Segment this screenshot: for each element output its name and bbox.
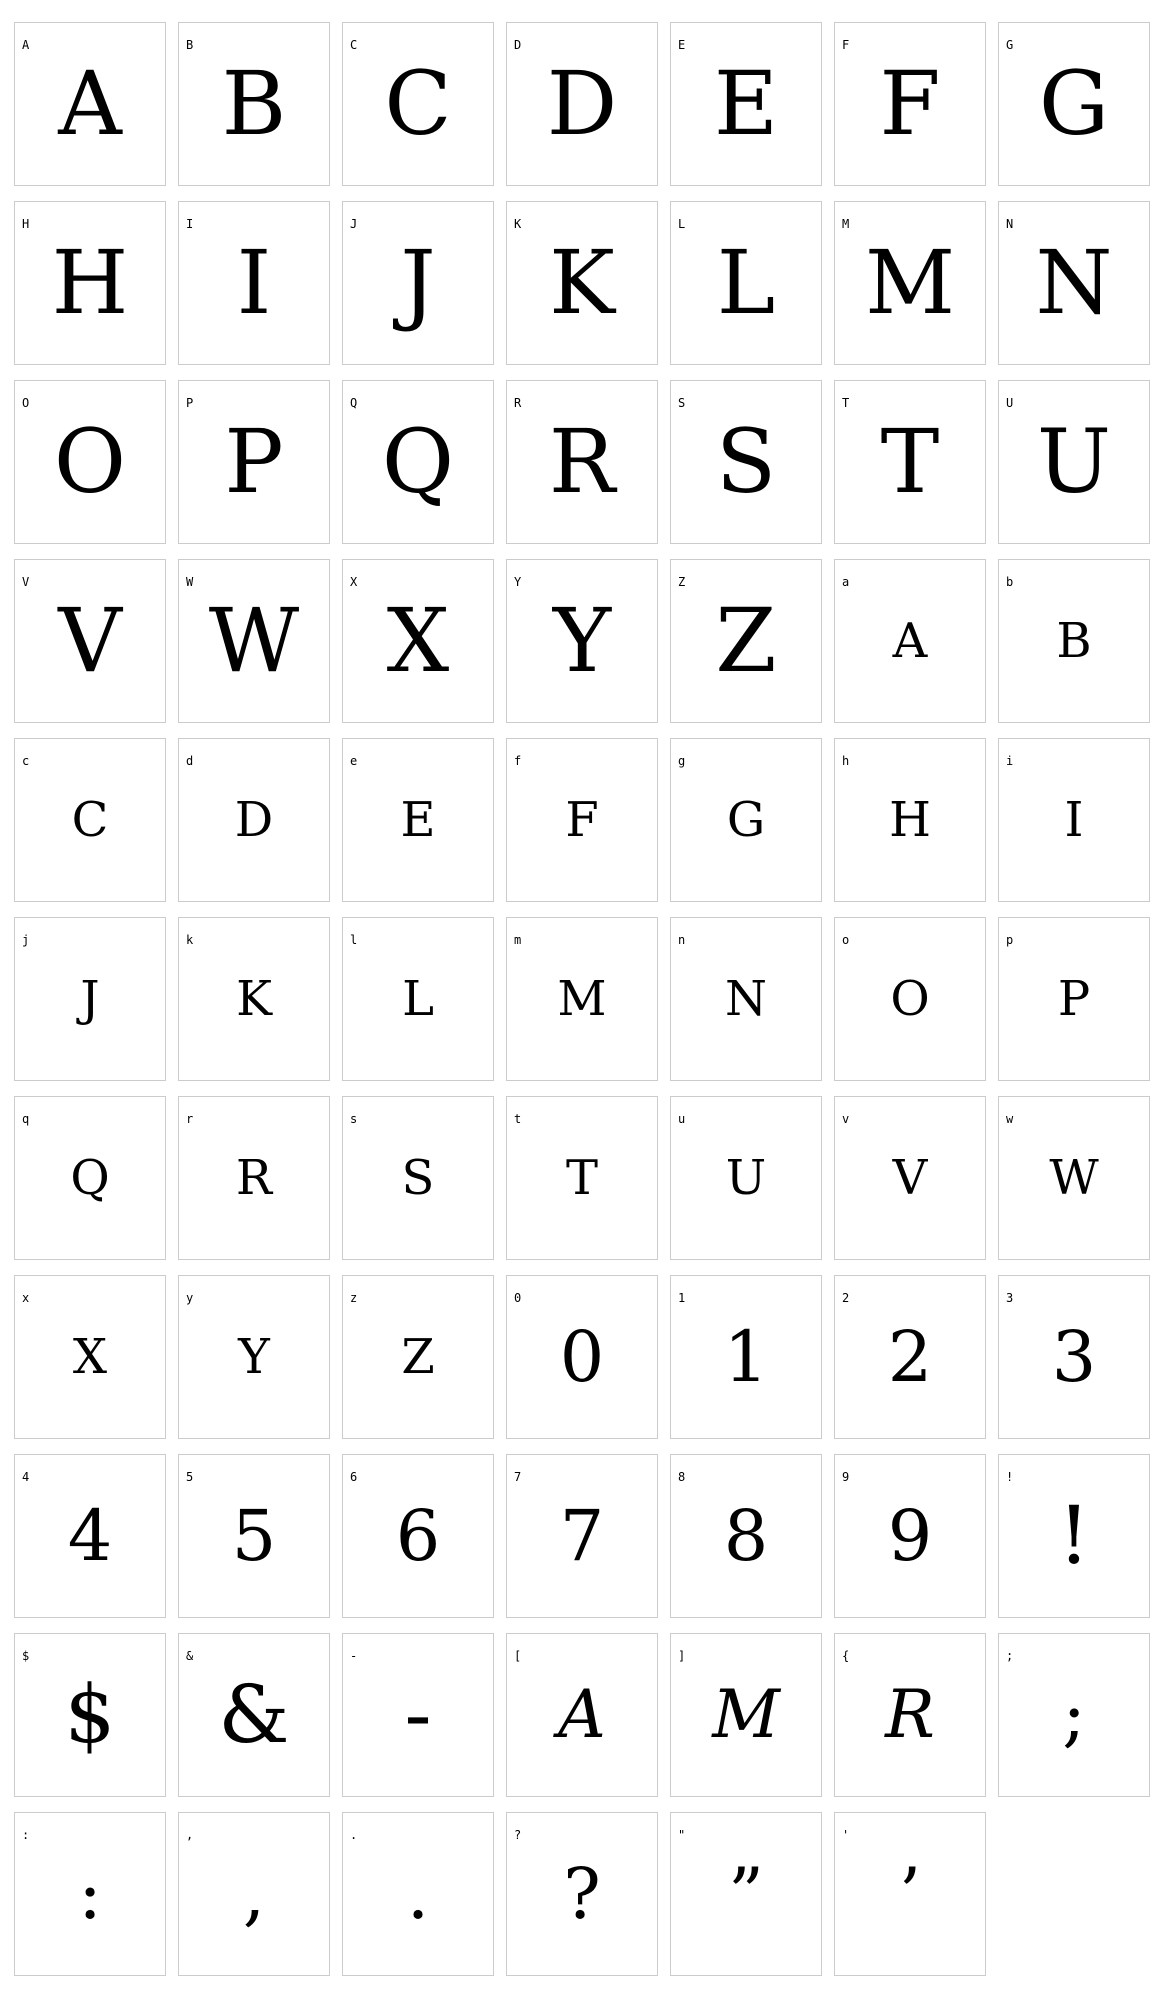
charmap-cell	[342, 1633, 494, 1797]
charmap-cell	[670, 1275, 822, 1439]
cell-char-label: u	[678, 1112, 686, 1126]
charmap-cell	[670, 22, 822, 186]
cell-glyph: L	[716, 231, 776, 334]
charmap-cell	[506, 1275, 658, 1439]
cell-char-label: m	[514, 933, 522, 947]
cell-glyph: 0	[559, 1316, 605, 1398]
charmap-cell	[506, 738, 658, 902]
cell-glyph: N	[725, 971, 767, 1027]
cell-char-label: b	[1006, 575, 1014, 589]
charmap-cell	[178, 1633, 330, 1797]
cell-glyph: A	[558, 1676, 606, 1753]
cell-char-label: U	[1006, 396, 1014, 410]
cell-glyph: Q	[381, 410, 455, 513]
cell-glyph: S	[715, 410, 777, 513]
charmap-cell	[834, 917, 986, 1081]
cell-char-label: 7	[514, 1470, 522, 1484]
cell-char-label: f	[514, 754, 522, 768]
charmap-cell	[670, 738, 822, 902]
cell-glyph: T	[880, 410, 940, 513]
charmap-cell	[506, 22, 658, 186]
cell-char-label: .	[350, 1828, 358, 1842]
charmap-cell	[178, 917, 330, 1081]
cell-glyph: L	[402, 971, 434, 1027]
cell-char-label: 2	[842, 1291, 850, 1305]
cell-char-label: k	[186, 933, 194, 947]
cell-char-label: L	[678, 217, 686, 231]
cell-char-label: x	[22, 1291, 30, 1305]
cell-char-label: e	[350, 754, 358, 768]
cell-glyph: V	[58, 589, 122, 692]
cell-glyph: 1	[723, 1316, 769, 1398]
cell-char-label: T	[842, 396, 850, 410]
cell-glyph: .	[406, 1853, 430, 1935]
cell-glyph: W	[1049, 1150, 1099, 1206]
charmap-cell	[998, 738, 1150, 902]
cell-glyph: :	[78, 1853, 102, 1935]
charmap-cell	[998, 380, 1150, 544]
cell-char-label: K	[514, 217, 522, 231]
cell-glyph: K	[236, 971, 272, 1027]
charmap-cell	[178, 1096, 330, 1260]
cell-glyph: H	[51, 231, 129, 334]
cell-char-label: J	[350, 217, 358, 231]
charmap-cell	[834, 1633, 986, 1797]
cell-char-label: M	[842, 217, 850, 231]
charmap-cell	[342, 917, 494, 1081]
cell-glyph: 6	[395, 1495, 441, 1577]
cell-char-label: d	[186, 754, 194, 768]
cell-char-label: W	[186, 575, 194, 589]
cell-char-label: h	[842, 754, 850, 768]
cell-glyph: N	[1035, 231, 1113, 334]
cell-char-label: r	[186, 1112, 194, 1126]
cell-glyph: ”	[728, 1853, 764, 1935]
charmap-cell	[178, 22, 330, 186]
charmap-cell	[670, 380, 822, 544]
charmap-cell	[834, 22, 986, 186]
cell-char-label: S	[678, 396, 686, 410]
cell-char-label: i	[1006, 754, 1014, 768]
cell-char-label: G	[1006, 38, 1014, 52]
charmap-cell	[834, 1812, 986, 1976]
charmap-cell	[670, 917, 822, 1081]
cell-char-label: "	[678, 1828, 686, 1842]
charmap-cell	[998, 201, 1150, 365]
cell-glyph: W	[208, 589, 300, 692]
character-map-grid	[14, 22, 1150, 1976]
cell-glyph: !	[1057, 1489, 1091, 1582]
cell-glyph: 9	[887, 1495, 933, 1577]
cell-char-label: ;	[1006, 1649, 1014, 1663]
charmap-cell	[14, 201, 166, 365]
cell-glyph: $	[64, 1668, 116, 1761]
charmap-cell	[998, 917, 1150, 1081]
cell-glyph: Y	[552, 589, 612, 692]
cell-glyph: ,	[242, 1853, 266, 1935]
cell-glyph: P	[224, 410, 284, 513]
cell-glyph: R	[235, 1150, 273, 1206]
cell-glyph: A	[58, 52, 122, 155]
cell-char-label: 6	[350, 1470, 358, 1484]
cell-glyph: -	[404, 1668, 432, 1761]
cell-glyph: M	[864, 231, 956, 334]
cell-glyph: X	[386, 589, 450, 692]
charmap-cell	[506, 1454, 658, 1618]
cell-char-label: :	[22, 1828, 30, 1842]
cell-char-label: ,	[186, 1828, 194, 1842]
cell-glyph: A	[892, 613, 928, 669]
cell-glyph: 5	[231, 1495, 277, 1577]
cell-char-label: [	[514, 1649, 522, 1663]
charmap-cell	[834, 738, 986, 902]
charmap-cell	[834, 1454, 986, 1618]
cell-glyph: C	[384, 52, 452, 155]
cell-glyph: B	[1056, 613, 1092, 669]
cell-glyph: M	[557, 971, 607, 1027]
cell-char-label: O	[22, 396, 30, 410]
charmap-cell	[834, 559, 986, 723]
cell-char-label: '	[842, 1828, 850, 1842]
charmap-cell	[14, 1812, 166, 1976]
charmap-cell	[14, 917, 166, 1081]
cell-char-label: g	[678, 754, 686, 768]
charmap-cell	[834, 1275, 986, 1439]
cell-glyph: J	[80, 971, 100, 1027]
charmap-cell	[998, 1275, 1150, 1439]
cell-glyph: M	[712, 1676, 780, 1753]
charmap-cell	[178, 738, 330, 902]
cell-char-label: ]	[678, 1649, 686, 1663]
charmap-cell	[14, 22, 166, 186]
charmap-cell	[178, 1454, 330, 1618]
cell-char-label: 9	[842, 1470, 850, 1484]
charmap-cell	[998, 1633, 1150, 1797]
charmap-cell	[834, 380, 986, 544]
cell-glyph: F	[879, 52, 941, 155]
charmap-cell	[178, 1812, 330, 1976]
cell-glyph: H	[889, 792, 931, 848]
cell-char-label: t	[514, 1112, 522, 1126]
cell-char-label: 0	[514, 1291, 522, 1305]
charmap-cell	[14, 738, 166, 902]
cell-glyph: E	[400, 792, 436, 848]
cell-glyph: T	[565, 1150, 598, 1206]
cell-glyph: Y	[238, 1329, 270, 1385]
cell-char-label: o	[842, 933, 850, 947]
charmap-cell	[14, 1096, 166, 1260]
cell-glyph: S	[401, 1150, 435, 1206]
cell-glyph: 4	[67, 1495, 113, 1577]
cell-glyph: 7	[559, 1495, 605, 1577]
cell-glyph: F	[565, 792, 599, 848]
charmap-cell	[506, 380, 658, 544]
cell-char-label: P	[186, 396, 194, 410]
cell-char-label: F	[842, 38, 850, 52]
charmap-cell	[670, 1633, 822, 1797]
cell-char-label: Y	[514, 575, 522, 589]
cell-char-label: !	[1006, 1470, 1014, 1484]
cell-char-label: &	[186, 1649, 194, 1663]
cell-char-label: 1	[678, 1291, 686, 1305]
cell-char-label: -	[350, 1649, 358, 1663]
charmap-cell	[998, 1096, 1150, 1260]
cell-char-label: ?	[514, 1828, 522, 1842]
charmap-cell	[670, 1812, 822, 1976]
cell-glyph: R	[548, 410, 616, 513]
charmap-cell	[342, 22, 494, 186]
charmap-cell	[178, 1275, 330, 1439]
cell-glyph: 2	[887, 1316, 933, 1398]
charmap-cell	[178, 559, 330, 723]
cell-glyph: 3	[1051, 1316, 1097, 1398]
cell-glyph: &	[218, 1668, 290, 1761]
cell-glyph: D	[546, 52, 618, 155]
cell-glyph: J	[400, 231, 436, 334]
cell-char-label: I	[186, 217, 194, 231]
cell-char-label: V	[22, 575, 30, 589]
cell-char-label: X	[350, 575, 358, 589]
charmap-cell	[506, 1633, 658, 1797]
charmap-cell	[506, 1812, 658, 1976]
charmap-cell	[342, 1812, 494, 1976]
cell-char-label: C	[350, 38, 358, 52]
cell-glyph: C	[71, 792, 109, 848]
cell-glyph: B	[221, 52, 287, 155]
cell-char-label: a	[842, 575, 850, 589]
cell-char-label: Z	[678, 575, 686, 589]
cell-char-label: l	[350, 933, 358, 947]
charmap-cell	[998, 559, 1150, 723]
charmap-cell	[342, 1275, 494, 1439]
cell-glyph: 8	[723, 1495, 769, 1577]
cell-char-label: z	[350, 1291, 358, 1305]
cell-char-label: R	[514, 396, 522, 410]
cell-char-label: 3	[1006, 1291, 1014, 1305]
cell-char-label: B	[186, 38, 194, 52]
cell-glyph: Z	[715, 589, 777, 692]
charmap-cell	[342, 1096, 494, 1260]
cell-glyph: Z	[401, 1329, 435, 1385]
charmap-cell	[342, 201, 494, 365]
charmap-cell	[14, 380, 166, 544]
charmap-cell	[506, 1096, 658, 1260]
charmap-cell	[342, 738, 494, 902]
cell-char-label: j	[22, 933, 30, 947]
cell-glyph: I	[1064, 792, 1084, 848]
cell-char-label: s	[350, 1112, 358, 1126]
cell-char-label: A	[22, 38, 30, 52]
charmap-cell	[670, 1454, 822, 1618]
charmap-cell	[14, 559, 166, 723]
cell-glyph: E	[713, 52, 779, 155]
cell-char-label: H	[22, 217, 30, 231]
charmap-cell	[506, 201, 658, 365]
cell-char-label: p	[1006, 933, 1014, 947]
cell-glyph: P	[1057, 971, 1091, 1027]
cell-glyph: G	[726, 792, 766, 848]
cell-glyph: I	[236, 231, 272, 334]
charmap-cell	[834, 201, 986, 365]
cell-char-label: n	[678, 933, 686, 947]
charmap-cell	[998, 22, 1150, 186]
cell-char-label: v	[842, 1112, 850, 1126]
charmap-cell	[506, 559, 658, 723]
cell-char-label: q	[22, 1112, 30, 1126]
cell-char-label: y	[186, 1291, 194, 1305]
charmap-cell	[670, 1096, 822, 1260]
cell-char-label: 5	[186, 1470, 194, 1484]
cell-glyph: R	[885, 1676, 935, 1753]
cell-glyph: X	[72, 1329, 108, 1385]
charmap-cell	[506, 917, 658, 1081]
charmap-cell	[178, 380, 330, 544]
cell-glyph: V	[892, 1150, 928, 1206]
cell-glyph: O	[53, 410, 127, 513]
charmap-cell	[670, 559, 822, 723]
charmap-cell	[670, 201, 822, 365]
cell-glyph: K	[549, 231, 615, 334]
cell-glyph: ?	[563, 1853, 601, 1935]
charmap-cell	[342, 380, 494, 544]
charmap-cell	[998, 1454, 1150, 1618]
cell-char-label: Q	[350, 396, 358, 410]
charmap-cell	[342, 559, 494, 723]
cell-char-label: w	[1006, 1112, 1014, 1126]
cell-char-label: 8	[678, 1470, 686, 1484]
charmap-cell	[342, 1454, 494, 1618]
cell-glyph: ’	[898, 1853, 922, 1935]
cell-char-label: $	[22, 1649, 30, 1663]
cell-char-label: E	[678, 38, 686, 52]
cell-glyph: G	[1038, 52, 1110, 155]
cell-char-label: c	[22, 754, 30, 768]
cell-glyph: U	[725, 1150, 767, 1206]
charmap-cell	[14, 1454, 166, 1618]
cell-glyph: D	[234, 792, 274, 848]
cell-char-label: 4	[22, 1470, 30, 1484]
cell-char-label: {	[842, 1649, 850, 1663]
charmap-cell	[834, 1096, 986, 1260]
cell-glyph: U	[1036, 410, 1112, 513]
charmap-cell	[14, 1633, 166, 1797]
cell-glyph: O	[890, 971, 930, 1027]
cell-char-label: D	[514, 38, 522, 52]
cell-char-label: N	[1006, 217, 1014, 231]
cell-glyph: Q	[70, 1150, 110, 1206]
charmap-cell	[14, 1275, 166, 1439]
charmap-cell	[178, 201, 330, 365]
cell-glyph: ;	[1062, 1674, 1086, 1756]
